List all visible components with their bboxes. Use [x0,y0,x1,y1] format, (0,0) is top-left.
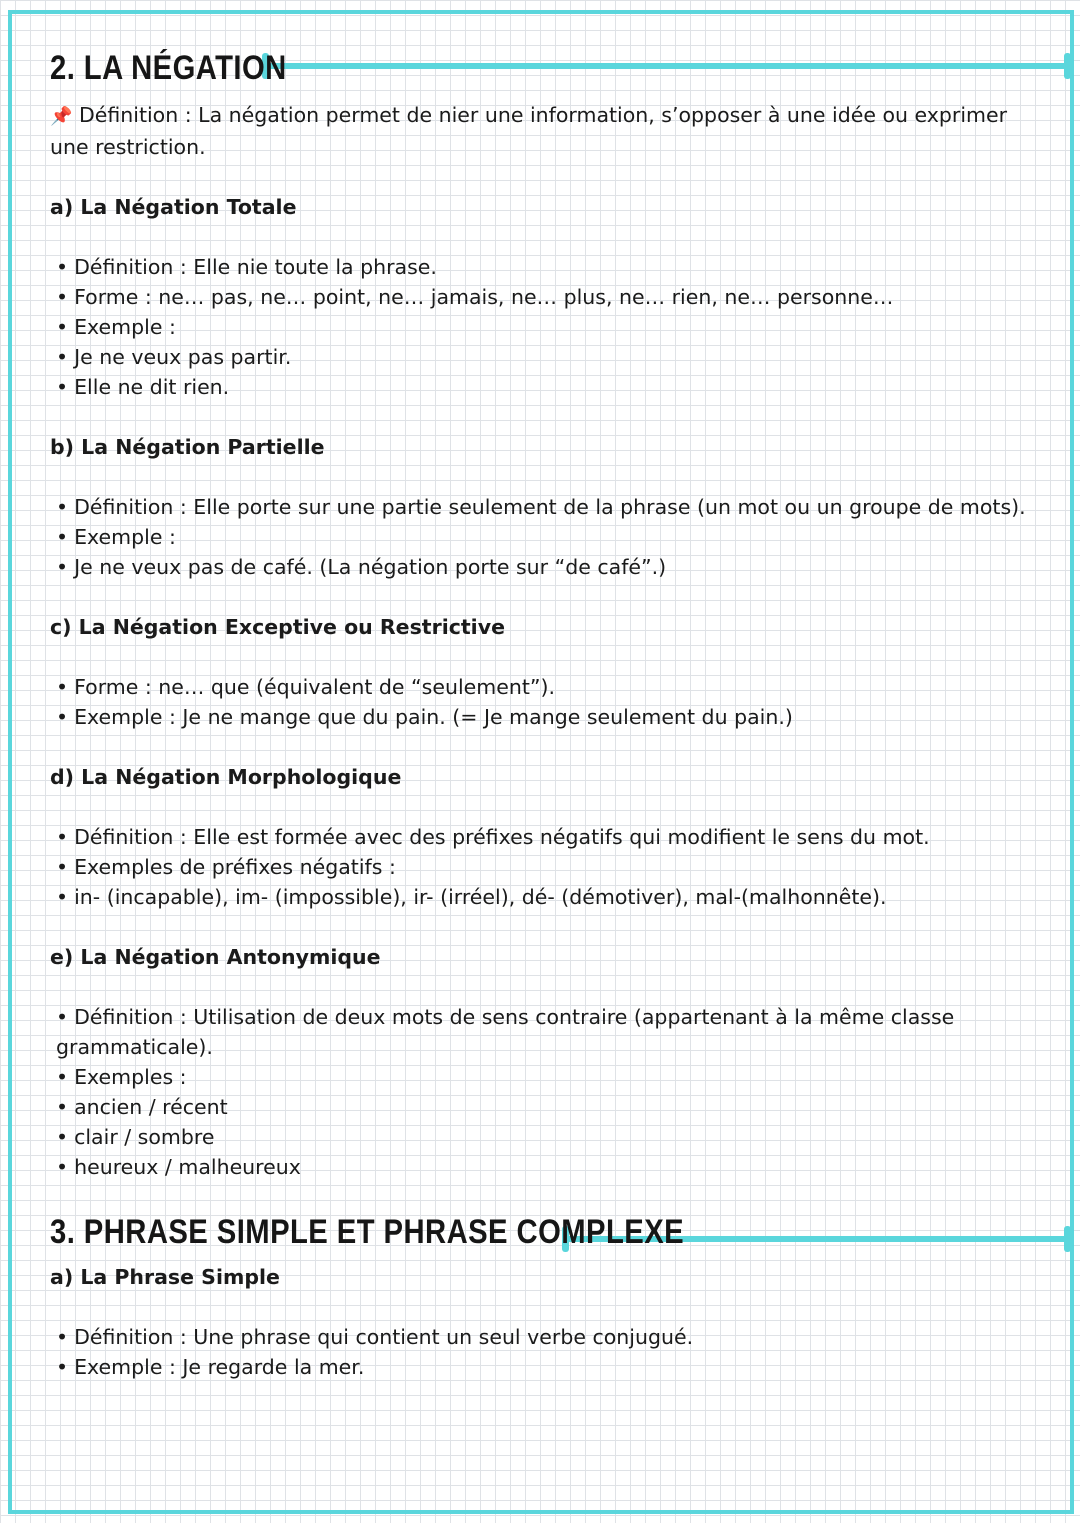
section2-a-heading: a) La Négation Totale [50,195,297,219]
list-item: • Définition : Utilisation de deux mots de sens contraire (appartenant à la même classe grammaticale). [50,1002,956,1062]
list-item: • in- (incapable), im- (impossible), ir- (irréel), dé- (démotiver), mal-(malhonnête). [50,882,1040,912]
list-item: • Forme : ne… que (équivalent de “seulement”). [50,672,1040,702]
section2-b-heading: b) La Négation Partielle [50,435,325,459]
list-item: • Exemple : Je regarde la mer. [50,1352,1040,1382]
list-item: • Exemples de préfixes négatifs : [50,852,1040,882]
list-item: • Elle ne dit rien. [50,372,1040,402]
section2-c-heading: c) La Négation Exceptive ou Restrictive [50,615,505,639]
section3-title [50,1204,1040,1260]
list-item: • clair / sombre [50,1122,1040,1152]
list-item: • Définition : Une phrase qui contient un seul verbe conjugué. [50,1322,1040,1352]
list-item: • heureux / malheureux [50,1152,1040,1182]
list-item: • Exemple : [50,312,1040,342]
section3-a-heading: a) La Phrase Simple [50,1265,280,1289]
pin-icon: 📌 [50,106,73,127]
section2-e-heading: e) La Négation Antonymique [50,945,381,969]
notes-content [50,40,1040,1382]
section2-title-text: 2. LA NÉGATION [50,49,287,87]
list-item: • Forme : ne… pas, ne… point, ne… jamais, ne… plus, ne… rien, ne… personne… [50,282,1040,312]
list-item: • Je ne veux pas partir. [50,342,1040,372]
section2-definition [50,100,1040,162]
list-item: • Exemple : Je ne mange que du pain. (= Je mange seulement du pain.) [50,702,1040,732]
section3-title-text: 3. PHRASE SIMPLE ET PHRASE COMPLEXE [50,1213,685,1251]
section2-title [50,40,1040,96]
list-item: • ancien / récent [50,1092,1040,1122]
section2-definition-text: Définition : La négation permet de nier une information, s’opposer à une idée ou exprimer une restriction. [50,103,1008,159]
list-item: • Exemples : [50,1062,1040,1092]
list-item: • Définition : Elle est formée avec des préfixes négatifs qui modifient le sens du mot. [50,822,1040,852]
list-item: • Définition : Elle nie toute la phrase. [50,252,1040,282]
section2-title-rule-end-cap [1064,53,1071,79]
list-item: • Définition : Elle porte sur une partie seulement de la phrase (un mot ou un groupe de mots). [50,492,1040,522]
list-item: • Je ne veux pas de café. (La négation porte sur “de café”.) [50,552,1040,582]
list-item: • Exemple : [50,522,1040,552]
section2-d-heading: d) La Négation Morphologique [50,765,402,789]
section3-title-rule-end-cap [1064,1226,1071,1252]
